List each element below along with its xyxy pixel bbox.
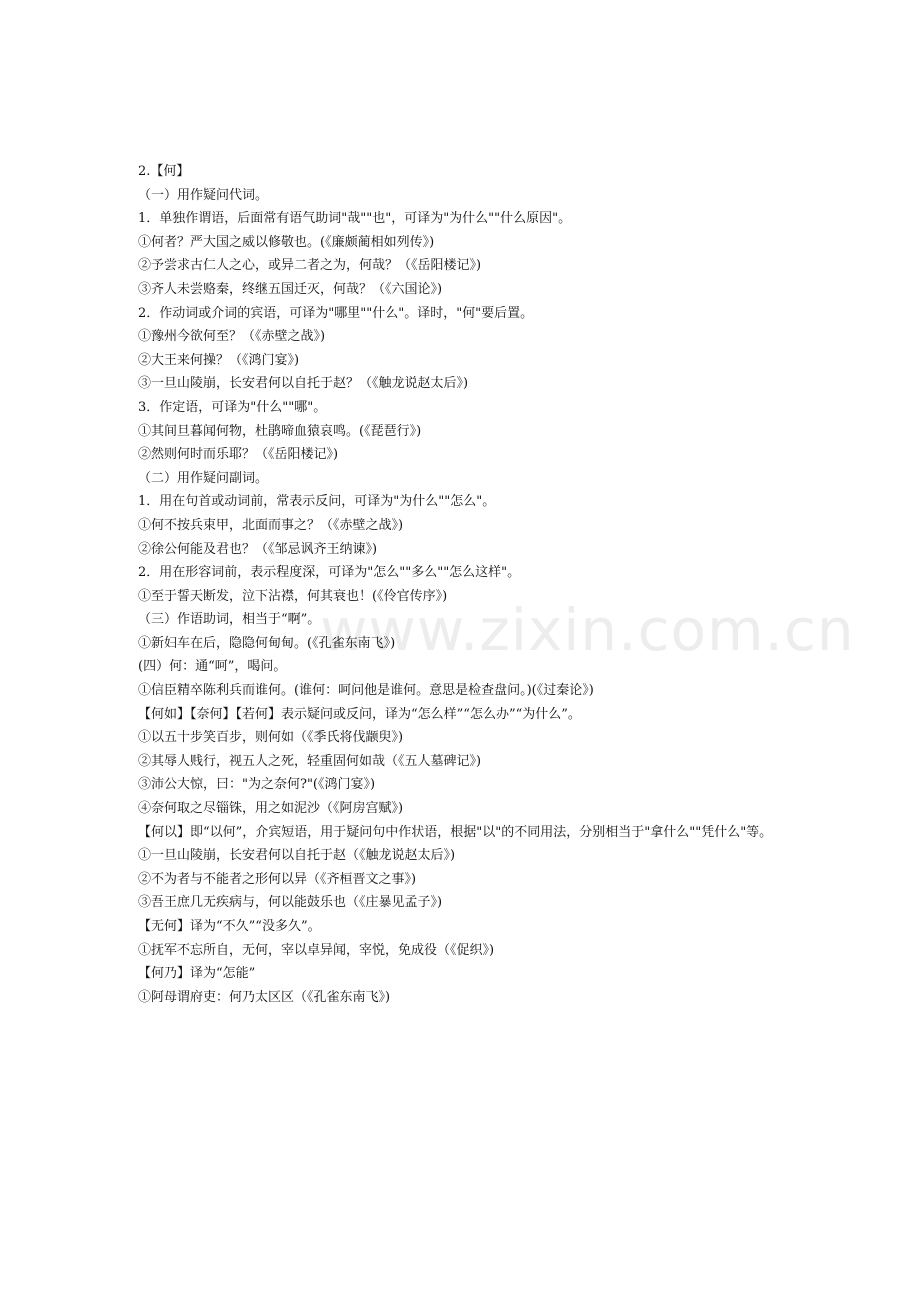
subheading: (四）何：通“呵”，喝问。 bbox=[138, 659, 287, 675]
example-line: ②其辱人贱行，视五人之死，轻重固何如哉（《五人墓碑记》) bbox=[138, 753, 482, 769]
example-line: ①信臣精卒陈利兵而谁何。(谁何：呵问他是谁何。意思是检查盘问。)(《过秦论》) bbox=[138, 683, 594, 699]
example-line: ②然则何时而乐耶？（《岳阳楼记》) bbox=[138, 447, 339, 463]
term-definition: 【无何】译为“不久”“没多久”。 bbox=[138, 919, 321, 934]
text-line: 1．单独作谓语，后面常有语气助词"哉""也"，可译为"为什么""什么原因"。 bbox=[138, 211, 572, 227]
example-line: ①其间旦暮闻何物，杜鹃啼血猿哀鸣。(《琵琶行》) bbox=[138, 423, 422, 439]
example-line: ①以五十步笑百步，则何如（《季氏将伐颛臾》) bbox=[138, 730, 404, 746]
example-line: ③吾王庶几无疾病与，何以能鼓乐也（《庄暴见孟子》) bbox=[138, 895, 443, 911]
text-line: 1．用在句首或动词前，常表示反问，可译为"为什么""怎么"。 bbox=[138, 494, 496, 510]
example-line: ①阿母谓府吏：何乃太区区（《孔雀东南飞》) bbox=[138, 989, 391, 1005]
section-heading: 2.【何】 bbox=[138, 164, 190, 179]
example-line: ①何不按兵束甲，北面而事之？（《赤壁之战》) bbox=[138, 517, 404, 533]
term-definition: 【何如】【奈何】【若何】表示疑问或反问，译为“怎么样”“怎么办”“为什么”。 bbox=[138, 706, 581, 722]
subheading: （一）用作疑问代词。 bbox=[138, 187, 269, 203]
example-line: ①抚军不忘所自，无何，宰以卓异闻，宰悦，免成役（《促织》) bbox=[138, 942, 495, 958]
text-line: 2．作动词或介词的宾语，可译为"哪里""什么"。译时，"何"要后置。 bbox=[138, 305, 534, 321]
text-line: 2．用在形容词前，表示程度深，可译为"怎么""多么""怎么这样"。 bbox=[138, 565, 521, 581]
text-line: 3．作定语，可译为"什么""哪"。 bbox=[138, 399, 327, 415]
example-line: ②大王来何操？（《鸿门宴》) bbox=[138, 352, 300, 368]
example-line: ①至于誓天断发，泣下沾襟，何其衰也！(《伶官传序》) bbox=[138, 588, 448, 604]
example-line: ①新妇车在后，隐隐何甸甸。(《孔雀东南飞》) bbox=[138, 635, 396, 651]
example-line: ①何者？严大国之威以修敬也。(《廉颇蔺相如列传》) bbox=[138, 234, 435, 250]
term-definition: 【何乃】译为“怎能” bbox=[138, 966, 256, 982]
example-line: ③一旦山陵崩，长安君何以自托于赵？（《触龙说赵太后》) bbox=[138, 376, 469, 392]
example-line: ②不为者与不能者之形何以异（《齐桓晋文之事》) bbox=[138, 871, 417, 887]
document-body bbox=[138, 160, 798, 1009]
example-line: ③齐人未尝赂秦，终继五国迁灭，何哉？（《六国论》) bbox=[138, 281, 443, 297]
example-line: ①豫州今欲何至？（《赤壁之战》) bbox=[138, 329, 326, 345]
watermark: www.zixin.com.cn bbox=[320, 596, 855, 664]
example-line: ④奈何取之尽锱铢，用之如泥沙（《阿房宫赋》) bbox=[138, 801, 404, 817]
example-line: ②徐公何能及君也？（《邹忌讽齐王纳谏》) bbox=[138, 541, 378, 557]
example-line: ③沛公大惊，曰："为之奈何?"(《鸿门宴》) bbox=[138, 777, 376, 793]
example-line: ①一旦山陵崩，长安君何以自托于赵（《触龙说赵太后》) bbox=[138, 848, 456, 864]
subheading: （二）用作疑问副词。 bbox=[138, 470, 269, 486]
example-line: ②予尝求古仁人之心，或异二者之为，何哉？（《岳阳楼记》) bbox=[138, 258, 482, 274]
subheading: （三）作语助词，相当于“啊”。 bbox=[138, 612, 321, 628]
term-definition: 【何以】即“以何”，介宾短语，用于疑问句中作状语，根据"以"的不同用法，分别相当于"拿什么""凭什么"等。 bbox=[138, 824, 773, 840]
